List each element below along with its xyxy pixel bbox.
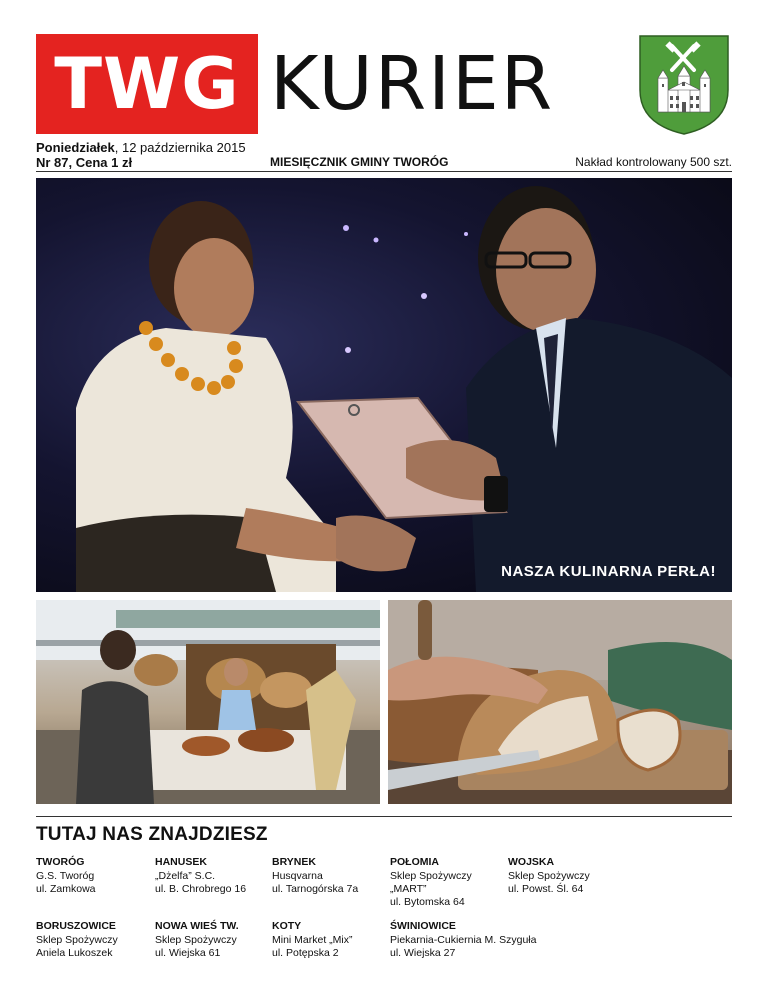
location-line: Sklep Spożywczy (390, 870, 472, 882)
dateline (36, 140, 246, 155)
location-line: „MART” (390, 883, 427, 895)
location-town: KOTY (272, 920, 302, 932)
location-line: Sklep Spożywczy (36, 934, 118, 946)
location-line: ul. Zamkowa (36, 883, 96, 895)
location-line: ul. B. Chrobrego 16 (155, 883, 247, 895)
coat-of-arms-icon (636, 32, 732, 136)
header-divider (36, 171, 732, 172)
location-item (508, 856, 648, 896)
location-line: ul. Wiejska 61 (155, 947, 221, 959)
circulation-note: Nakład kontrolowany 500 szt. (575, 155, 732, 169)
location-line: ul. Bytomska 64 (390, 896, 465, 908)
location-item (390, 920, 610, 960)
location-line: Husqvarna (272, 870, 323, 882)
location-town: HANUSEK (155, 856, 207, 868)
location-line: Piekarnia-Cukiernia M. Szyguła (390, 934, 537, 946)
locations-heading: TUTAJ NAS ZNAJDZIESZ (36, 824, 268, 845)
location-line: G.S. Tworóg (36, 870, 95, 882)
logo-kurier: KURIER (270, 41, 555, 127)
location-line: „Dżelfa” S.C. (155, 870, 216, 882)
main-photo-caption: NASZA KULINARNA PERŁA! (501, 563, 716, 580)
publication-subtitle: MIESIĘCZNIK GMINY TWORÓG (270, 155, 449, 169)
location-line: ul. Wiejska 27 (390, 947, 456, 959)
main-photo-illustration (36, 178, 732, 592)
bread-photo (388, 600, 732, 804)
main-photo (36, 178, 732, 592)
location-line: Mini Market „Mix” (272, 934, 353, 946)
market-stall-photo (36, 600, 380, 804)
location-town: WOJSKA (508, 856, 555, 868)
issue-number: Nr 87, Cena 1 zł (36, 155, 133, 170)
location-line: Sklep Spożywczy (155, 934, 237, 946)
date-weekday: Poniedziałek (36, 140, 115, 155)
location-line: ul. Tarnogórska 7a (272, 883, 359, 895)
location-town: BORUSZOWICE (36, 920, 116, 932)
location-line: ul. Powst. Śl. 64 (508, 883, 584, 895)
masthead (36, 34, 736, 134)
location-town: NOWA WIEŚ TW. (155, 920, 239, 932)
location-town: POŁOMIA (390, 856, 439, 868)
location-town: TWORÓG (36, 856, 85, 868)
market-stall-illustration (36, 600, 380, 804)
location-town: BRYNEK (272, 856, 316, 868)
location-line: Aniela Lukoszek (36, 947, 113, 959)
location-line: ul. Potępska 2 (272, 947, 339, 959)
date-text: , 12 października 2015 (114, 140, 246, 155)
section-divider (36, 816, 732, 817)
location-line: Sklep Spożywczy (508, 870, 590, 882)
location-town: ŚWINIOWICE (390, 920, 456, 932)
bread-illustration (388, 600, 732, 804)
logo-twg: TWG (36, 34, 258, 134)
